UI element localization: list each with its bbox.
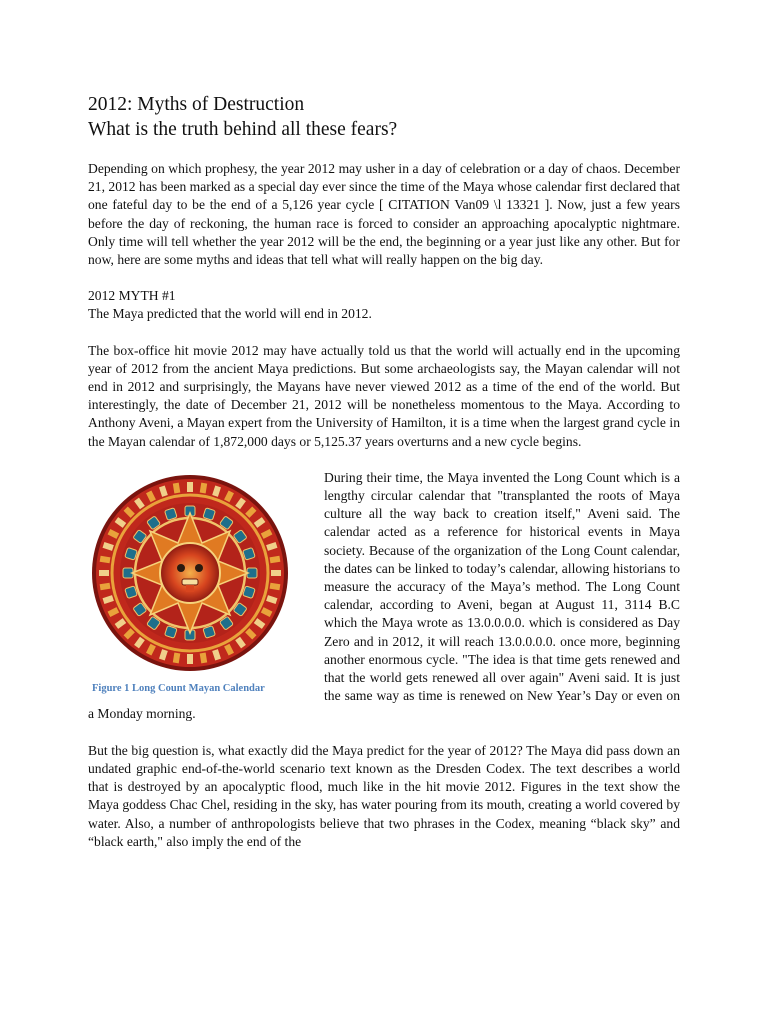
myth-heading: 2012 MYTH #1: [88, 288, 176, 304]
myth-statement: The Maya predicted that the world will end in 2012.: [88, 306, 372, 322]
document-title: [88, 92, 680, 142]
title-line-2: What is the truth behind all these fears?: [88, 119, 398, 140]
boxoffice-paragraph: The box-office hit movie 2012 may have actually told us that the world will actually end in the upcoming year of 2012 from the ancient Maya predictions. But some archaeologists say, the Mayan calendar will not end in 2012 and surprisingly, the Mayans have never viewed 2012 as a time of the end of the world. But interestingly, the date of December 21, 2012 will be nonetheless momentous to the Maya. According to Anthony Aveni, a Mayan expert from the University of Hamilton, it is a time when the largest grand cycle in the Mayan calendar of 1,872,000 days or 5,125.37 years overturns and a new cycle begins.: [88, 342, 680, 449]
longcount-paragraph: During their time, the Maya invented the Long Count which is a lengthy circular calendar that "transplanted the roots of Maya culture all the way back to creation itself," Aveni said. The calendar acted as a reference for historical events in Maya society. Because of the organization of the Long Count calendar, the dates can be linked to today’s calendar, allowing historians to measure the accuracy of the Maya’s method. The Long Count calendar, according to Aveni, began at August 11, 3114 B.C which the Maya wrote as 13.0.0.0.0. which is considered as Day Zero and in 2012, it will reach 13.0.0.0.0. once more, beginning another enormous cycle. "The idea is that time gets renewed and that the world gets renewed all over again" Aveni said. It is just the same way as time is renewed on New Year’s Day or even on a Monday morning.: [88, 469, 680, 722]
document-page: [88, 92, 680, 851]
dresden-paragraph: But the big question is, what exactly did the Maya predict for the year of 2012? The Maya did pass down an undated graphic end-of-the-world scenario text known as the Dresden Codex. The text describes a world that is destroyed by an apocalyptic flood, much like in the hit movie 2012. Figures in the text show the Maya goddess Chac Chel, residing in the sky, has water pouring from its mouth, creating a world covered by water. Also, a number of anthropologists believe that two phrases in the Codex, meaning “black sky” and “black earth," also imply the end of the: [88, 742, 680, 849]
figure-block: [88, 469, 316, 694]
mayan-calendar-image: [90, 473, 290, 673]
intro-paragraph: Depending on which prophesy, the year 2012 may usher in a day of celebration or a day of chaos. December 21, 2012 has been marked as a special day ever since the time of the Maya whose calendar first declared that one fateful day to be the end of a 5,126 year cycle [ CITATION Van09 \l 13321 ]. Now, just a few years before the day of reckoning, the human race is forced to consider an approaching apocalyptic nightmare. Only time will tell whether the year 2012 will be the end, the beginning or a year just like any other. But for now, here are some myths and ideas that tell what will really happen on the big day.: [88, 161, 680, 268]
figure-caption: Figure 1 Long Count Mayan Calendar: [92, 682, 265, 694]
title-line-1: 2012: Myths of Destruction: [88, 94, 305, 115]
